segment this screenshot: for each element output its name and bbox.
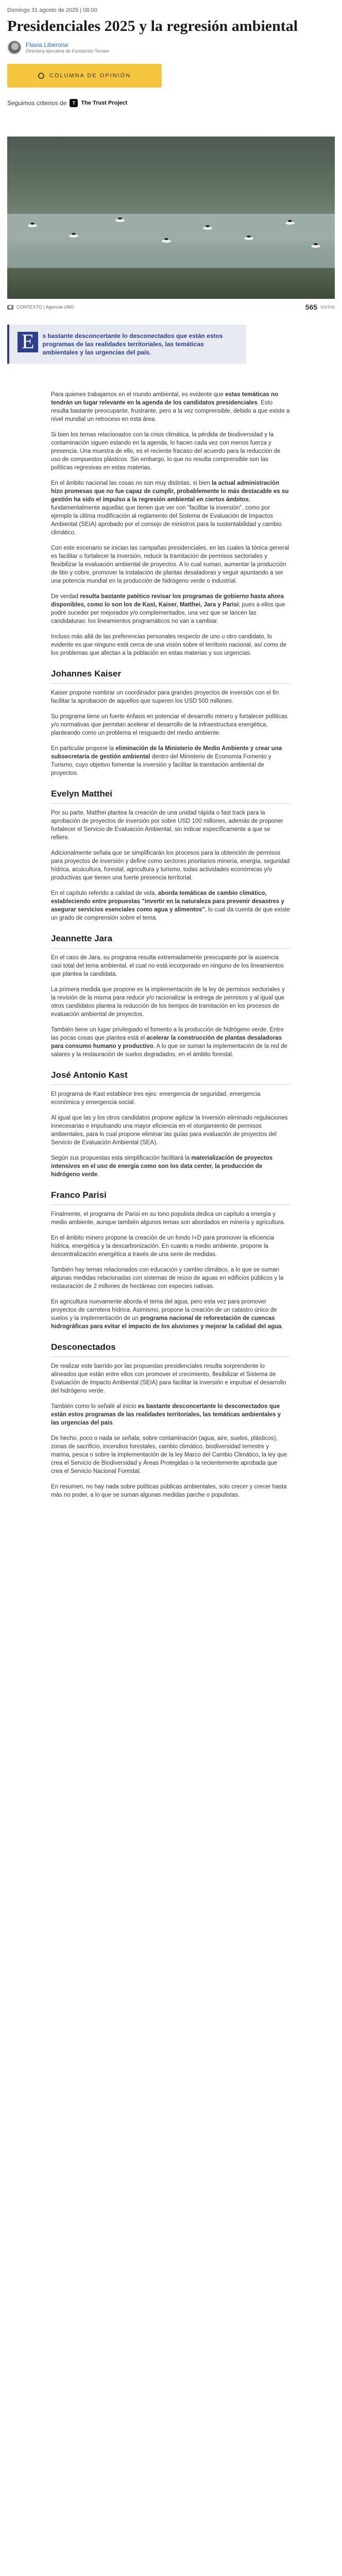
drop-cap: E: [18, 332, 38, 352]
article-body: [51, 391, 290, 1499]
camera-icon: [7, 305, 13, 310]
image-caption: [7, 303, 335, 311]
paragraph: El programa de Kast establece tres ejes: emergencia de seguridad, emergencia económica y emergencia social.: [51, 1091, 261, 1106]
section-pill[interactable]: [7, 64, 162, 88]
bird-shape: [162, 240, 171, 243]
lead-text: s bastante desconcertante lo desconectados que están estos programas de las realidades territoriales, las temáticas ambientales y las urgencias del país.: [42, 332, 223, 356]
dateline: Domingo 31 agosto de 2025 | 08:00: [7, 7, 97, 13]
trust-project-icon: T: [70, 99, 78, 107]
paragraph: Incluso más allá de las preferencias personales respecto de uno u otro candidato, lo evidente es que ninguno está cerca de una visión sobre el territorio nacional, así como de los problemas que afectan a la población en estas materias y sus urgencias.: [51, 634, 287, 656]
paragraph: Adicionalmente señala que se simplificarán los procesos para la obtención de permisos para proyectos de inversión y define como sectores prioritarios minería, energía, seguridad hídrica, acuicultura, forestal, agricultura y turismo, todas actividades económicas y/o productivas que tienen una fuerte presencia territorial.: [51, 850, 290, 881]
bird-shape: [244, 237, 253, 240]
article-header: [7, 7, 335, 107]
author-role: Directora ejecutiva de Fundación Terram: [26, 48, 109, 54]
paragraph: Kaiser propone nombrar un coordinador para grandes proyectos de inversión con el fin facilitar la aprobación de aquellos que superen los USD 500 millones.: [51, 690, 279, 704]
section-heading: Franco Parisi: [51, 1190, 107, 1200]
lead-quote: [7, 325, 246, 364]
paragraph: De verdad resulta bastante patético revisar los programas de gobierno hasta ahora disponibles, como lo son los de Kast, Kaiser, Matthei, Jara y Parisi; pues a ellos que podré suceder per mejorados y/o complementados, una vez que se lancen las candidaturas: los lineamientos programáticos no van a cambiar.: [51, 594, 285, 624]
bird-shape: [311, 245, 320, 248]
paragraph: Su programa tiene un fuerte énfasis en potenciar el desarrollo minero y fortalecer políticas y/o normativas que permitan acelerar el desarrollo de la infraestructura energética, planteando como un problema el resguardo del medio ambiente.: [51, 714, 287, 736]
trust-project-label[interactable]: The Trust Project: [81, 100, 128, 106]
paragraph: En el ámbito minero propone la creación de un fondo I+D para promover la eficiencia hídrica, energética y la descarbonización. En cuanto a medio ambiente, propone la descentralización energética a través de una serie de medidas.: [51, 1235, 275, 1258]
author-name[interactable]: Flavia Liberona: [26, 41, 69, 48]
section-heading: Evelyn Matthei: [51, 789, 113, 799]
paragraph: Según sus propuestas esta simplificación facilitará la materialización de proyectos intensivos en el uso de energía como son los data center, la producción de hidrógeno verde.: [51, 1155, 273, 1178]
bird-shape: [203, 227, 212, 230]
bird-shape: [28, 224, 37, 227]
section-heading: José Antonio Kast: [51, 1070, 128, 1080]
paragraph: Si bien los temas relacionados con la crisis climática, la pérdida de biodiversidad y la contaminación siguen estando en la agenda, lo hacen cada vez con menos fuerza y presencia. Una muestra de ello, es el reciente fracaso del acuerdo para la reducción de uso de compuestos plásticos. Sin embargo, lo que no resulta comprensible son las políticas regresivas en estas materias.: [51, 432, 281, 471]
criteria-label: Seguimos criterios de: [7, 99, 67, 107]
paragraph: Con este escenario se inician las campañas presidenciales, en las cuales la tónica general es facilitar o fortalecer la inversión, reducir la tramitación de permisos sectoriales y flexibilizar la evaluación ambiental de proyectos. A lo cual suman, aumentar la producción de litio y cobre, promover la instalación de plantas desaladoras y seguir apuntando a ser una potencia mundial en la producción de hidrógeno verde o industrial.: [51, 545, 289, 584]
section-heading: Jeannette Jara: [51, 934, 113, 943]
paragraph: La primera medida que propone es la implementación de la ley de permisos sectoriales y la revisión de la misma para reducir y/o racionalizar la entrega de permisos y al igual que otros candidatos plantea la reducción de los tiempos de tramitación en los procesos de evaluación ambiental de proyectos.: [51, 987, 285, 1018]
paragraph: Finalmente, el programa de Parisi en su tono populista dedica un capítulo a energía y medio ambiente, aunque también algunos temas son abordados en minería y agricultura.: [51, 1211, 285, 1226]
page-title: Presidenciales 2025 y la regresión ambiental: [7, 18, 298, 35]
hero-image: [7, 137, 335, 299]
trust-criteria[interactable]: [7, 99, 335, 107]
paragraph: En particular propone la eliminación de la Ministerio de Medio Ambiente y crear una subsecretaría de gestión ambiental dentro del Ministerio de Economía Fomento y Turismo, cuyo objetivo fomentar la inversión y facilitar la tramitación ambiental de proyectos.: [51, 745, 282, 776]
view-count-label: VISTAS: [320, 304, 335, 310]
paragraph: En el ámbito nacional las cosas no son muy distintas, si bien la actual administración hizo promesas que no fue capaz de cumplir, probablemente lo más destacable es su gestión ha sido el impulso a la regresión ambiental en ciertos ámbitos, fundamentalmente aquellas que tienen que ver con "facilitar la inversión", como por ejemplo la última modificación al reglamento del Sistema de Evaluación de Impactos Ambiental (SEIA) aprobado por el consejo de ministros para la sustentabilidad y cambio climático.: [51, 480, 289, 536]
divider: [51, 803, 290, 804]
section-heading: Desconectados: [51, 1342, 116, 1352]
paragraph: En el capítulo referido a calidad de vida, aborda temáticas de cambio climático, estableciendo entre propuestas "invertir en la naturaleza para prevenir desastres y asegurar servicios esenciales como agua y alimentos", lo cual da cuenta de que existe un grado de comprensión sobre el tema.: [51, 890, 290, 921]
view-count: 565: [305, 303, 318, 311]
paragraph: Para quienes trabajamos en el mundo ambiental, es evidente que estas temáticas no tendrán un lugar relevante en la agenda de los candidatos presidenciales. Esto resulta bastante preocupante, frustrante, pero a la vez comprensible, debido a que existe a nivel mundial un retroceso en esta área.: [51, 392, 290, 422]
divider: [51, 683, 290, 684]
bird-shape: [285, 222, 295, 225]
paragraph: Al igual que las y los otros candidatos propone agilizar la inversión eliminado regulaciones innecesarias e impulsando una mayor eficiencia en el otorgamiento de permisos ambientales, para lo cual propone eliminar las guías para evaluación de proyectos del Servicio de Evaluación Ambiental (SEA).: [51, 1115, 288, 1146]
paragraph: También tiene un lugar privilegiado el fomento a la producción de hidrógeno verde. Entre las pocas cosas que plantea está el acelerar la construcción de plantas desaladoras para consumo humano y productivo. A lo que se suman la implementación de la red de salares y la restauración de suelos degradados, en el ámbito forestal.: [51, 1027, 287, 1058]
paragraph: También hay temas relacionados con educación y cambio climático, a lo que se suman algunas medidas relacionadas con sistemas de reúso de aguas en edificios públicos y la restauración de 2 millones de hectáreas con especies nativas.: [51, 1267, 284, 1290]
image-credit: CONTEXTO | Agencia UNO: [16, 304, 74, 310]
section-label: COLUMNA DE OPINIÓN: [49, 73, 131, 79]
paragraph: En el caso de Jara, su programa resulta extremadamente preocupante por la ausencia casi total del tema ambiental, el cual no está incorporado en ninguno de los lineamientos que plantea la candidata.: [51, 955, 284, 977]
circle-icon: [38, 73, 44, 79]
paragraph: De realizar este barrido por las propuestas presidenciales resulta sorprendente lo alineados que están entre ellos con promover el crecimiento, flexibilizar el Sistema de Evaluación de Impacto Ambiental (SEIA) para facilitar la inversión e impulsar el desarrollo del hidrógeno verde.: [51, 1363, 286, 1394]
paragraph: En resumen, no hay nada sobre políticas públicas ambientales, solo crecer y crecer hasta más no poder, a lo que se suman algunas medidas parche o populistas.: [51, 1484, 287, 1498]
paragraph: De hecho, poco o nada se señala, sobre contaminación (agua, aire, suelos, plásticos), zonas de sacrificio, incendios forestales, cambio climático, biodiversidad terrestre y marina, pesca o sobre la implementación de la ley Marco del Cambio Climático, la ley que crea el Servicio de Biodiversidad y Áreas Protegidas o la recientemente aprobada que crea el Servicio Nacional Forestal.: [51, 1435, 287, 1475]
paragraph: Por su parte, Matthei plantea la creación de una unidad rápida o fast track para la aprobación de proyectos de inversión por sobre USD 100 millones, además de proponer fortalecer el Servicio de Evaluación Ambiental, sin indicar específicamente a que se refiere.: [51, 810, 283, 841]
paragraph: También como lo señalé al inicio es bastante desconcertante lo desconectados que están estos programas de las realidades territoriales, las temáticas ambientales y las urgencias del país.: [51, 1403, 281, 1426]
divider: [51, 1084, 290, 1085]
section-heading: Johannes Kaiser: [51, 669, 122, 679]
bird-shape: [69, 234, 78, 238]
avatar[interactable]: [7, 40, 22, 55]
author-byline[interactable]: [7, 40, 335, 55]
paragraph: En agricultura nuevamente aborda el tema del agua, pero esta vez para promover proyectos de carretera hídrica. Asimismo, propone la creación de un catastro único de suelos y la implementación de un programa nacional de reforestación de cuencas hidrográficas para evitar el impacto de los aluviones y mejorar la calidad del agua.: [51, 1299, 283, 1330]
bird-shape: [115, 219, 125, 222]
